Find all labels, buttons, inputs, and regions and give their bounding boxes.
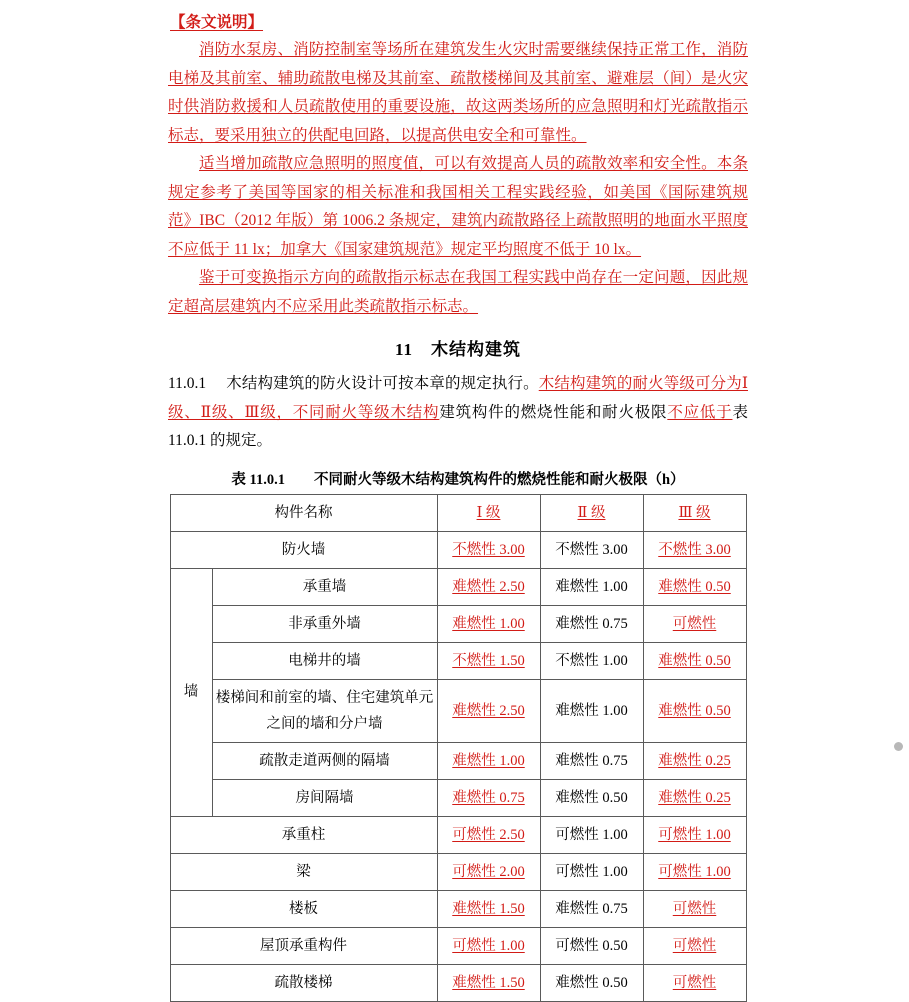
cell-grade-2: 可燃性 1.00	[540, 816, 643, 853]
clause-explanation-heading: 【条文说明】	[170, 14, 264, 31]
column-header-grade-2: Ⅱ 级	[540, 494, 643, 531]
clause-text-black-2: 建筑构件的燃烧性能和耐火极限	[439, 403, 668, 421]
cell-grade-2: 难燃性 1.00	[540, 679, 643, 742]
cell-grade-2: 可燃性 1.00	[540, 853, 643, 890]
table-row	[170, 531, 746, 568]
row-name: 疏散走道两侧的隔墙	[212, 742, 437, 779]
cell-grade-1: 难燃性 2.50	[437, 679, 540, 742]
cell-grade-2: 难燃性 0.50	[540, 964, 643, 1001]
explanation-paragraph-3	[168, 264, 748, 321]
explanation-paragraph-3-text: 鉴于可变换指示方向的疏散指示标志在我国工程实践中尚存在一定问题，因此规定超高层建筑内不应采用此类疏散指示标志。	[168, 269, 748, 315]
cell-grade-2: 可燃性 0.50	[540, 927, 643, 964]
row-name: 楼板	[170, 890, 437, 927]
cell-grade-3: 难燃性 0.25	[643, 779, 746, 816]
cell-grade-3: 难燃性 0.50	[643, 642, 746, 679]
cell-grade-1: 难燃性 2.50	[437, 568, 540, 605]
table-row	[170, 853, 746, 890]
clause-text-red-2: 不应低于	[667, 403, 733, 421]
row-name: 承重柱	[170, 816, 437, 853]
clause-text-black-3: 表 11.0.1 的规定。	[168, 403, 748, 449]
table-row	[170, 890, 746, 927]
cell-grade-1: 不燃性 3.00	[437, 531, 540, 568]
table-row	[170, 605, 746, 642]
cell-grade-3: 难燃性 0.50	[643, 568, 746, 605]
cell-grade-1: 难燃性 1.00	[437, 742, 540, 779]
cell-grade-1: 难燃性 1.00	[437, 605, 540, 642]
cell-grade-1: 难燃性 0.75	[437, 779, 540, 816]
cell-grade-2: 不燃性 1.00	[540, 642, 643, 679]
cell-grade-1: 难燃性 1.50	[437, 964, 540, 1001]
clause-number: 11.0.1	[168, 375, 207, 392]
column-header-grade-1: Ⅰ 级	[437, 494, 540, 531]
cell-grade-1: 可燃性 2.00	[437, 853, 540, 890]
row-name: 电梯井的墙	[212, 642, 437, 679]
explanation-paragraph-2-text: 适当增加疏散应急照明的照度值，可以有效提高人员的疏散效率和安全性。本条规定参考了美国等国家的相关标准和我国相关工程实践经验，如美国《国际建筑规范》IBC（2012 年版）第 1006.2 条规定，建筑内疏散路径上疏散照明的地面水平照度不应低于 11 lx；加拿大《国家建筑规范》规定平均照度不低于 10 lx。	[168, 155, 748, 258]
cell-grade-2: 难燃性 0.75	[540, 742, 643, 779]
table-caption: 表 11.0.1 不同耐火等级木结构建筑构件的燃烧性能和耐火极限（h）	[231, 471, 685, 488]
explanation-paragraph-1	[168, 36, 748, 150]
row-name: 房间隔墙	[212, 779, 437, 816]
table-row	[170, 568, 746, 605]
row-name: 屋顶承重构件	[170, 927, 437, 964]
column-header-name: 构件名称	[170, 494, 437, 531]
cell-grade-1: 难燃性 1.50	[437, 890, 540, 927]
cell-grade-3: 可燃性	[643, 964, 746, 1001]
cell-grade-3: 可燃性	[643, 890, 746, 927]
fire-resistance-table	[170, 494, 747, 1002]
row-group-label: 墙	[170, 568, 212, 816]
section-heading: 11 木结构建筑	[394, 340, 522, 359]
cell-grade-2: 难燃性 0.75	[540, 605, 643, 642]
cell-grade-3: 可燃性 1.00	[643, 816, 746, 853]
row-name: 楼梯间和前室的墙、住宅建筑单元之间的墙和分户墙	[212, 679, 437, 742]
column-header-grade-3: Ⅲ 级	[643, 494, 746, 531]
clause-text-black-1: 木结构建筑的防火设计可按本章的规定执行。	[226, 375, 539, 392]
cell-grade-2: 不燃性 3.00	[540, 531, 643, 568]
cell-grade-3: 难燃性 0.50	[643, 679, 746, 742]
explanation-paragraph-1-text: 消防水泵房、消防控制室等场所在建筑发生火灾时需要继续保持正常工作，消防电梯及其前室、辅助疏散电梯及其前室、疏散楼梯间及其前室、避难层（间）是火灾时供消防救援和人员疏散使用的重要设施，故这两类场所的应急照明和灯光疏散指示标志，要采用独立的供配电回路，以提高供电安全和可靠性。	[168, 41, 748, 144]
cell-grade-3: 可燃性	[643, 927, 746, 964]
document-content	[168, 0, 748, 1002]
clause-11-0-1	[168, 370, 748, 456]
table-row	[170, 679, 746, 742]
row-name: 疏散楼梯	[170, 964, 437, 1001]
table-row	[170, 964, 746, 1001]
row-name: 承重墙	[212, 568, 437, 605]
cell-grade-1: 可燃性 1.00	[437, 927, 540, 964]
cell-grade-2: 难燃性 1.00	[540, 568, 643, 605]
cell-grade-3: 可燃性	[643, 605, 746, 642]
cell-grade-3: 难燃性 0.25	[643, 742, 746, 779]
cell-grade-1: 可燃性 2.50	[437, 816, 540, 853]
table-header-row	[170, 494, 746, 531]
table-row	[170, 816, 746, 853]
row-name: 非承重外墙	[212, 605, 437, 642]
table-row	[170, 642, 746, 679]
clause-text-red-1: 木结构建筑的耐火等级可分为Ⅰ级、Ⅱ级、Ⅲ级，不同耐火等级木结构	[168, 375, 748, 421]
table-row	[170, 742, 746, 779]
cell-grade-3: 不燃性 3.00	[643, 531, 746, 568]
row-name: 防火墙	[170, 531, 437, 568]
cell-grade-1: 不燃性 1.50	[437, 642, 540, 679]
table-row	[170, 779, 746, 816]
cell-grade-3: 可燃性 1.00	[643, 853, 746, 890]
explanation-paragraph-2	[168, 150, 748, 264]
cell-grade-2: 难燃性 0.50	[540, 779, 643, 816]
row-name: 梁	[170, 853, 437, 890]
scroll-position-indicator[interactable]	[894, 742, 903, 751]
cell-grade-2: 难燃性 0.75	[540, 890, 643, 927]
table-row	[170, 927, 746, 964]
